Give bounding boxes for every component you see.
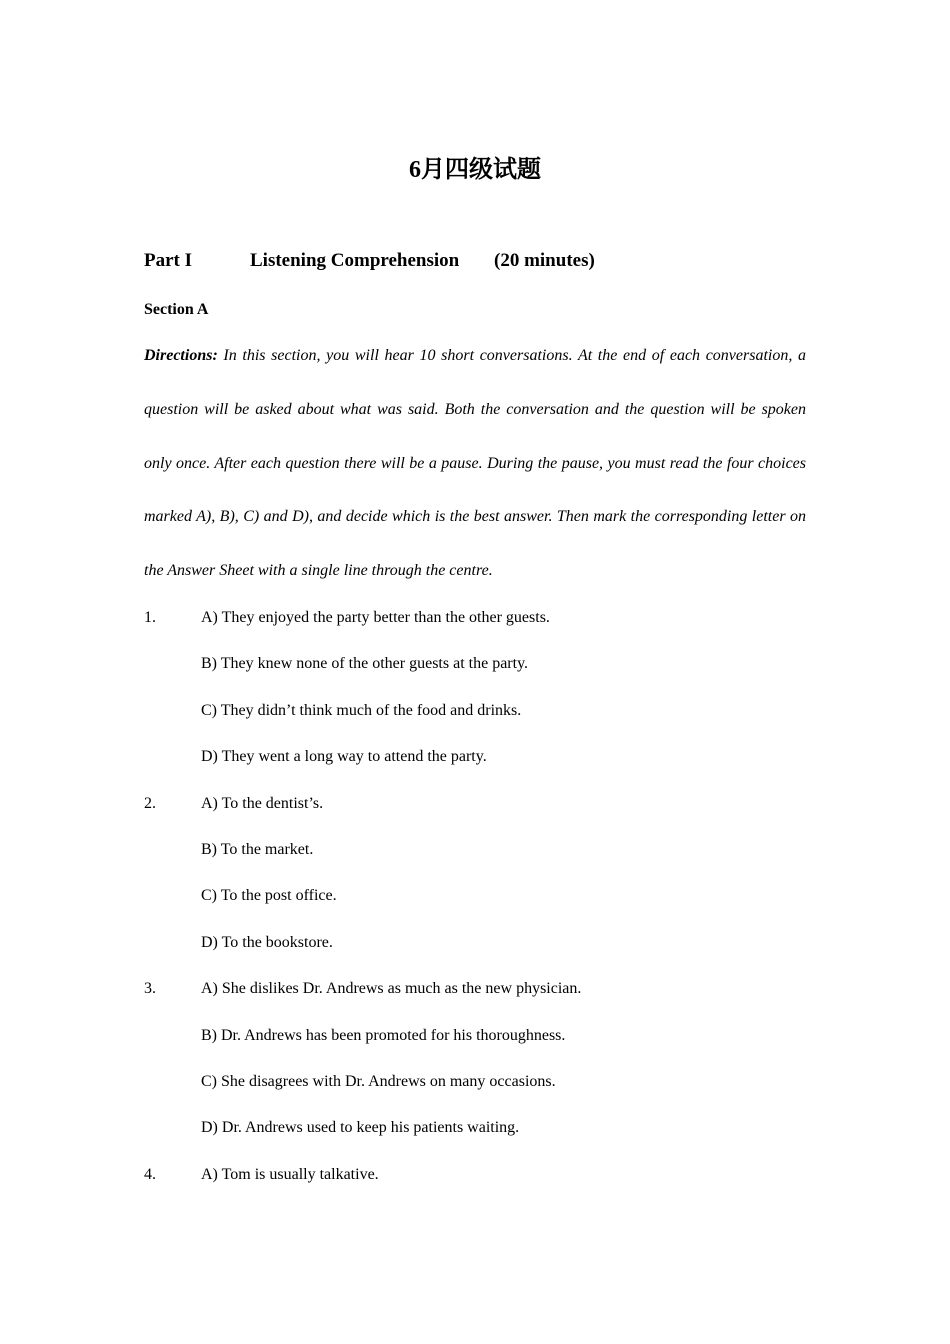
option-b: B) Dr. Andrews has been promoted for his thoroughness. bbox=[201, 1026, 566, 1044]
option-a: A) They enjoyed the party better than the other guests. bbox=[201, 609, 550, 626]
option-c: C) They didn’t think much of the food and drinks. bbox=[201, 701, 522, 719]
question-list bbox=[144, 603, 806, 1206]
option-a: A) To the dentist’s. bbox=[201, 794, 324, 812]
section-heading: Section A bbox=[144, 301, 209, 318]
option-b: B) To the market. bbox=[201, 840, 314, 858]
part-label: Part I bbox=[144, 250, 193, 271]
directions-paragraph bbox=[144, 329, 806, 598]
option-d: D) They went a long way to attend the party. bbox=[201, 748, 487, 766]
question-1 bbox=[144, 603, 806, 649]
option-d: D) Dr. Andrews used to keep his patients waiting. bbox=[201, 1119, 520, 1137]
option-c: C) She disagrees with Dr. Andrews on many occasions. bbox=[201, 1072, 556, 1090]
part-time: (20 minutes) bbox=[494, 250, 595, 271]
question-number: 4. bbox=[144, 1165, 156, 1183]
option-d: D) To the bookstore. bbox=[201, 933, 333, 951]
option-a: A) Tom is usually talkative. bbox=[201, 1165, 379, 1183]
question-4 bbox=[144, 1160, 806, 1206]
option-c: C) To the post office. bbox=[201, 887, 337, 905]
question-number: 2. bbox=[144, 794, 156, 812]
part-name: Listening Comprehension bbox=[250, 250, 460, 271]
part-heading bbox=[144, 247, 595, 275]
question-number: 1. bbox=[144, 609, 156, 626]
question-3 bbox=[144, 974, 806, 1020]
directions-text: In this section, you will hear 10 short conversations. At the end of each conversation, a question will be asked about what was said. Both the conversation and the question will be spoken only once. After each question there will be a pause. During the pause, you must read the four choices marked A), B), C) and D), and decide which is the best answer. Then mark the corresponding letter on the Answer Sheet with a single line through the centre. bbox=[144, 347, 806, 580]
question-number: 3. bbox=[144, 980, 156, 998]
question-2 bbox=[144, 789, 806, 835]
option-b: B) They knew none of the other guests at the party. bbox=[201, 655, 529, 673]
option-a: A) She dislikes Dr. Andrews as much as the new physician. bbox=[201, 980, 582, 998]
directions-label: Directions: bbox=[144, 347, 218, 364]
page-title: 6月四级试题 bbox=[409, 157, 541, 183]
